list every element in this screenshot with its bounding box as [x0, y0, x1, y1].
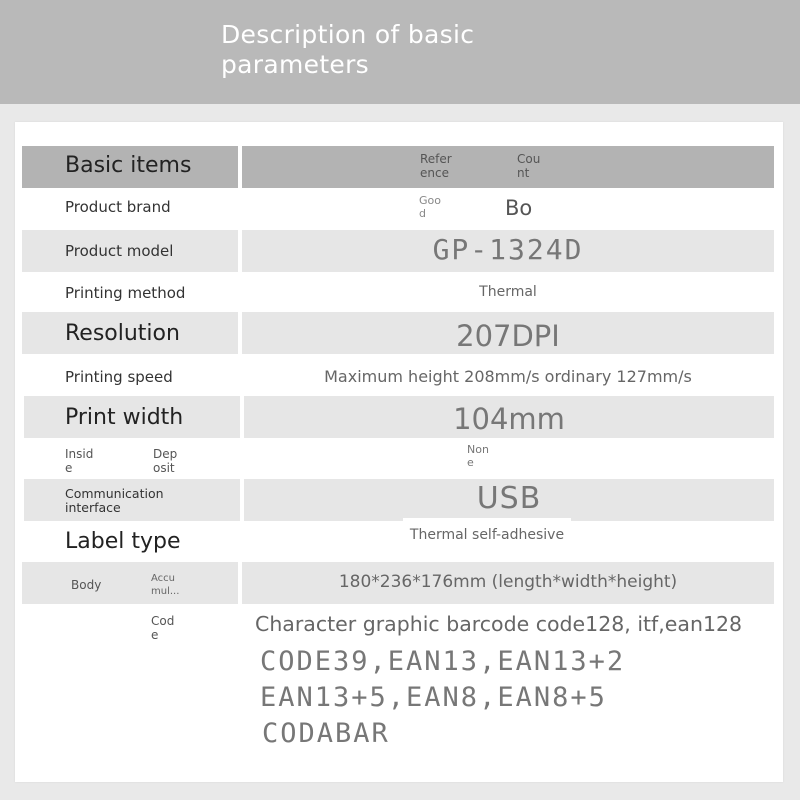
row-label-body-a: Body: [71, 578, 102, 592]
page-title: Description of basic parameters: [221, 20, 475, 79]
row-label-labeltype: Label type: [65, 529, 181, 554]
row-value-resolution: 207DPI: [456, 319, 560, 353]
row-value-body: 180*236*176mm (length*width*height): [338, 572, 678, 592]
row-label-body-b: Accu mul...: [151, 573, 180, 597]
row-value-model: GP-1324D: [432, 233, 584, 266]
row-value-code: Character graphic barcode code128, itf,ean128: [255, 612, 743, 636]
row-value-labeltype: Thermal self-adhesive: [409, 527, 565, 543]
row-value-brand: Bo: [505, 196, 533, 220]
table-header-ref-a: Refer ence: [420, 152, 452, 180]
table-header-ref-b: Cou nt: [517, 152, 541, 180]
row-label-code: Cod e: [151, 614, 175, 642]
barcode-line-3: CODABAR: [262, 718, 390, 749]
table-header-right-cell: [242, 146, 774, 188]
row-note-brand: Goo d: [419, 194, 441, 220]
row-value-method: Thermal: [479, 284, 537, 300]
barcode-line-1: CODE39,EAN13,EAN13+2: [260, 646, 626, 677]
row-bg-body-left: [22, 562, 238, 604]
row-label-width: Print width: [65, 405, 184, 430]
row-label-inside-b: Dep osit: [153, 447, 178, 475]
row-value-comm: USB: [476, 481, 542, 516]
row-label-comm: Communication interface: [65, 486, 164, 515]
table-header-label: Basic items: [65, 153, 192, 178]
row-value-inside: Non e: [467, 443, 489, 469]
row-label-model: Product model: [65, 242, 174, 260]
page-header: [0, 0, 800, 104]
row-label-brand: Product brand: [65, 198, 171, 216]
row-label-speed: Printing speed: [65, 368, 173, 386]
spec-card: [15, 122, 783, 782]
barcode-line-2: EAN13+5,EAN8,EAN8+5: [260, 682, 607, 713]
row-label-inside-a: Insid e: [65, 447, 94, 475]
row-value-speed: Maximum height 208mm/s ordinary 127mm/s: [324, 367, 692, 386]
row-label-resolution: Resolution: [65, 321, 180, 346]
row-value-width: 104mm: [453, 402, 565, 436]
row-label-method: Printing method: [65, 284, 186, 302]
